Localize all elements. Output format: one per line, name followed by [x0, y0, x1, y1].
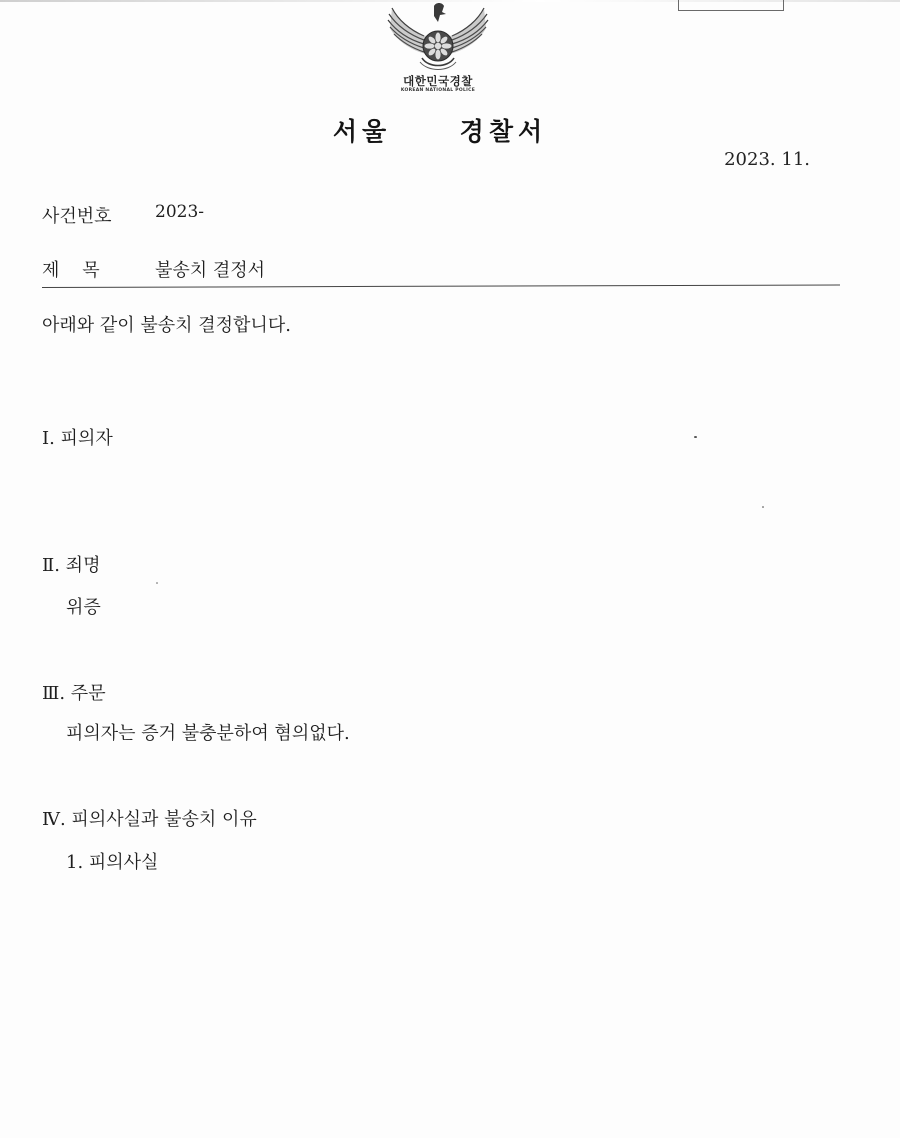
section-facts-heading: Ⅳ. 피의사실과 불송치 이유	[42, 809, 257, 830]
case-number-value: 2023-	[155, 202, 205, 222]
subject-label: 제 목	[42, 260, 100, 281]
agency-english-name: KOREAN NATIONAL POLICE	[400, 88, 476, 93]
scan-speck	[156, 582, 158, 584]
office-title: 서울 경찰서	[332, 117, 548, 146]
section-order-body: 피의자는 증거 불충분하여 혐의없다.	[66, 723, 350, 744]
scan-speck	[762, 506, 764, 508]
agency-korean-name: 대한민국경찰	[403, 74, 473, 88]
header-divider	[42, 284, 840, 288]
section-order-heading: Ⅲ. 주문	[42, 683, 106, 704]
corner-stamp-box	[678, 0, 784, 11]
section-charge-body: 위증	[66, 597, 101, 618]
section-charge-heading: Ⅱ. 죄명	[42, 555, 101, 576]
police-emblem-icon	[384, 2, 492, 72]
section-facts-subheading: 1. 피의사실	[66, 852, 159, 873]
case-number-label: 사건번호	[42, 206, 112, 227]
document-date: 2023. 11.	[724, 149, 810, 170]
section-suspect-heading: Ⅰ. 피의자	[42, 428, 113, 449]
subject-value: 불송치 결정서	[155, 260, 266, 281]
intro-sentence: 아래와 같이 불송치 결정합니다.	[42, 315, 291, 336]
scan-speck	[694, 436, 697, 438]
